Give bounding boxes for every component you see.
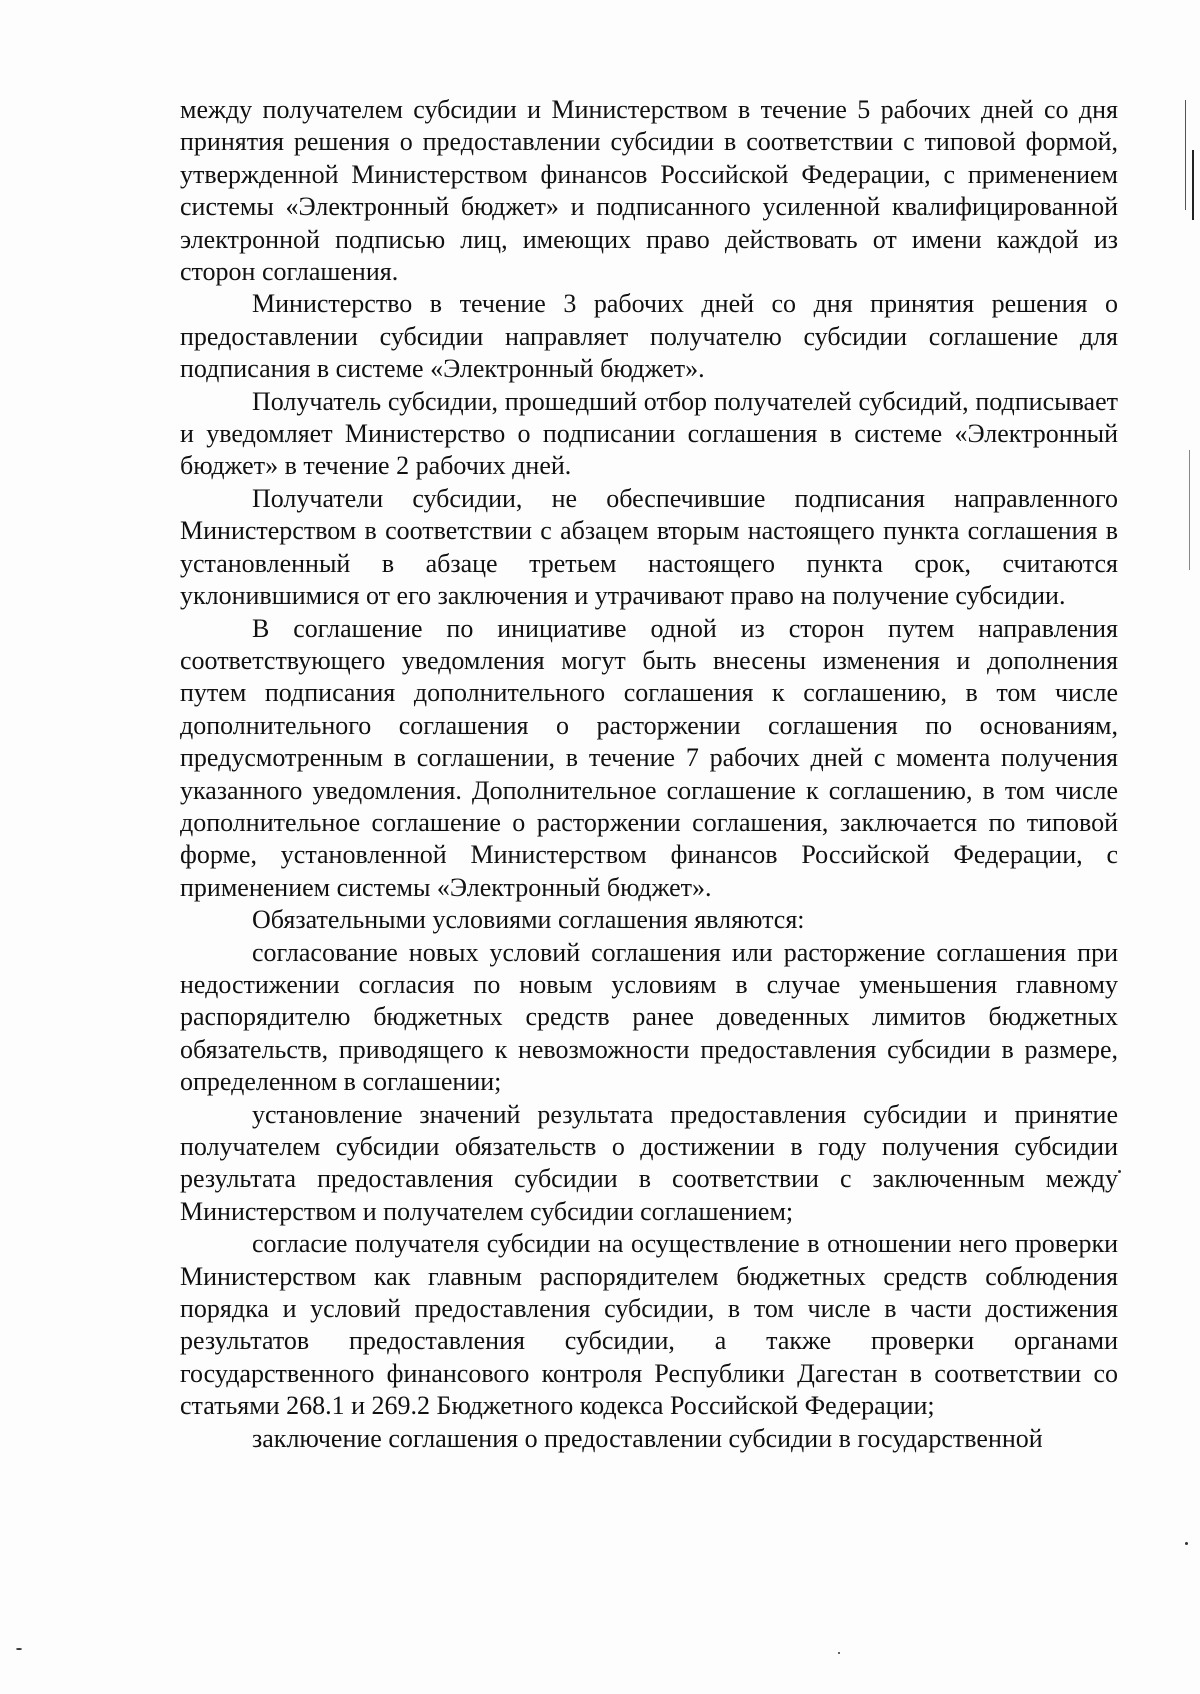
- scan-edge-mark: [1189, 450, 1190, 570]
- document-body: [180, 94, 1118, 1455]
- scan-edge-mark: [1185, 100, 1186, 210]
- paragraph-10: заключение соглашения о предоставлении субсидии в государственной: [252, 1423, 1043, 1453]
- scan-edge-mark: [1192, 150, 1194, 220]
- scan-speck: [838, 1652, 840, 1654]
- paragraph-5: В соглашение по инициативе одной из сторон путем направления соответствующего уведомления могут быть внесены изменения и дополнения путем подписания дополнительного соглашения к соглашению, в том числе дополнительного соглашения о расторжении соглашения по основаниям, предусмотренным в соглашении, в течение 7 рабочих дней с момента получения указанного уведомления. Дополнительное соглашение к соглашению, в том числе дополнительное соглашение о расторжении соглашения, заключается по типовой форме, установленной Министерством финансов Российской Федерации, с применением системы «Электронный бюджет».: [180, 613, 1118, 902]
- paragraph-7: согласование новых условий соглашения или расторжение соглашения при недостижении согласия по новым условиям в случае уменьшения главному распорядителю бюджетных средств ранее доведенных лимитов бюджетных обязательств, приводящего к невозможности предоставления субсидии в размере, определенном в соглашении;: [180, 937, 1118, 1097]
- scan-speck: [16, 1648, 22, 1650]
- scan-speck: [1118, 1170, 1121, 1173]
- paragraph-4: Получатели субсидии, не обеспечившие подписания направленного Министерством в соответствии с абзацем вторым настоящего пункта соглашения в установленный в абзаце третьем настоящего пункта срок, считаются уклонившимися от его заключения и утрачивают право на получение субсидии.: [180, 483, 1118, 611]
- paragraph-8: установление значений результата предоставления субсидии и принятие получателем субсидии обязательств о достижении в году получения субсидии результата предоставления субсидии в соответствии с заключенным между Министерством и получателем субсидии соглашением;: [180, 1099, 1118, 1226]
- paragraph-9: согласие получателя субсидии на осуществление в отношении него проверки Министерством как главным распорядителем бюджетных средств соблюдения порядка и условий предоставления субсидии, в том числе в части достижения результатов предоставления субсидии, а также проверки органами государственного финансового контроля Республики Дагестан в соответствии со статьями 268.1 и 269.2 Бюджетного кодекса Российской Федерации;: [180, 1229, 1118, 1421]
- paragraph-2: Министерство в течение 3 рабочих дней со дня принятия решения о предоставлении субсидии направляет получателю субсидии соглашение для подписания в системе «Электронный бюджет».: [180, 289, 1118, 384]
- scan-speck: [1185, 1542, 1188, 1545]
- paragraph-6: Обязательными условиями соглашения являются:: [252, 905, 805, 935]
- paragraph-3: Получатель субсидии, прошедший отбор получателей субсидий, подписывает и уведомляет Министерство о подписании соглашения в системе «Электронный бюджет» в течение 2 рабочих дней.: [180, 386, 1118, 481]
- paragraph-1: между получателем субсидии и Министерством в течение 5 рабочих дней со дня принятия решения о предоставлении субсидии в соответствии с типовой формой, утвержденной Министерством финансов Российской Федерации, с применением системы «Электронный бюджет» и подписанного усиленной квалифицированной электронной подписью лиц, имеющих право действовать от имени каждой из сторон соглашения.: [180, 95, 1118, 287]
